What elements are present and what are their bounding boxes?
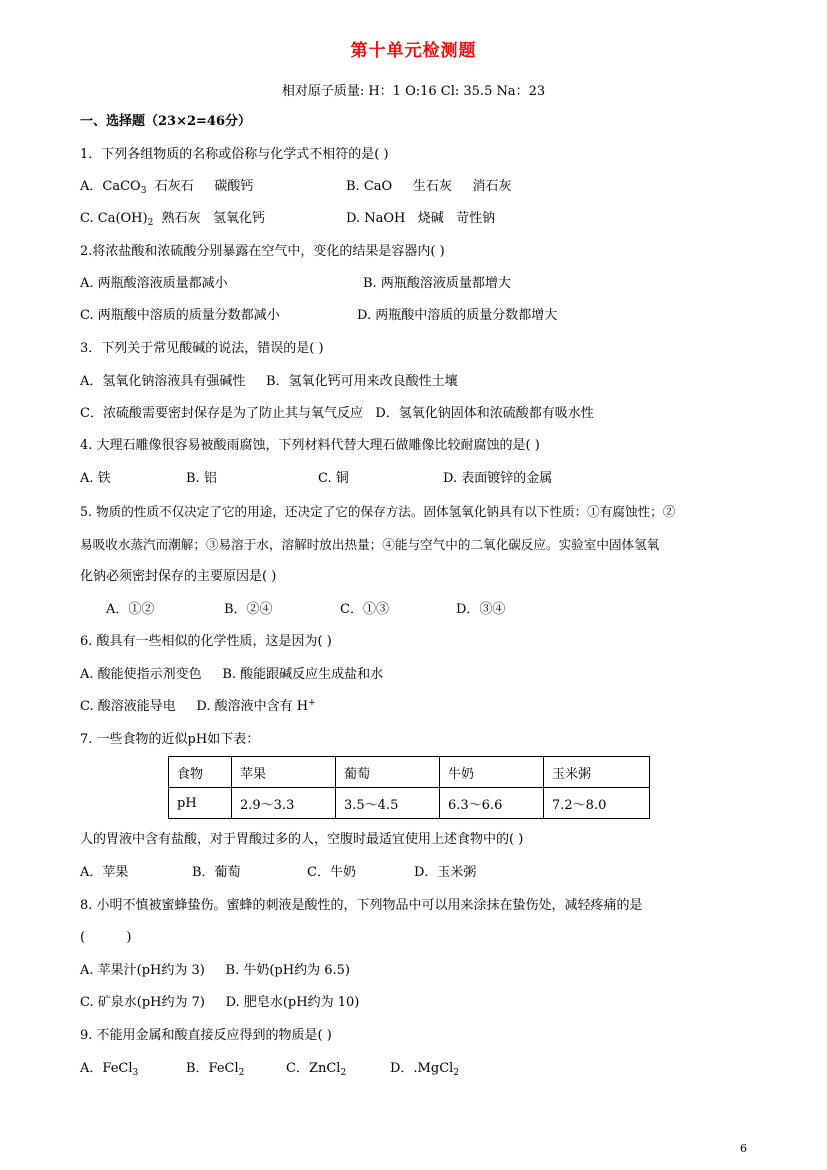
question-7-followup: 人的胃液中含有盐酸，对于胃酸过多的人，空腹时最适宜使用上述食物中的( ) — [80, 832, 524, 847]
question-4-option-a: A. 铁 — [80, 471, 111, 486]
question-5-option-a: A．①② — [106, 602, 155, 617]
ph-table — [168, 756, 650, 819]
table-cell: 7.2～8.0 — [544, 788, 650, 819]
question-6-options-cd: C. 酸溶液能导电 D. 酸溶液中含有 H+ — [80, 698, 316, 714]
table-row — [169, 757, 650, 788]
table-cell: 玉米粥 — [544, 757, 650, 788]
question-9-option-d: D．.MgCl$_2$ — [390, 1061, 460, 1078]
table-cell: 2.9～3.3 — [232, 788, 336, 819]
question-9-stem: 9. 不能用金属和酸直接反应得到的物质是( ) — [80, 1028, 332, 1043]
question-3-stem: 3．下列关于常见酸碱的说法，错误的是( ) — [80, 341, 324, 356]
table-row — [169, 788, 650, 819]
question-4-option-b: B. 铝 — [186, 471, 217, 486]
question-7-option-b: B．葡萄 — [192, 865, 241, 880]
atomic-mass-line: 相对原子质量: H：1 O:16 Cl: 35.5 Na：23 — [281, 84, 546, 99]
question-2-option-d: D. 两瓶酸中溶质的质量分数都增大 — [357, 308, 558, 323]
section-heading: 一、选择题（23×2=46分） — [80, 114, 252, 129]
question-4-option-c: C. 铜 — [318, 471, 349, 486]
question-2-option-b: B. 两瓶酸溶液质量都增大 — [363, 276, 511, 291]
table-cell: 牛奶 — [440, 757, 544, 788]
question-4-stem: 4. 大理石雕像很容易被酸雨腐蚀，下列材料代替大理石做雕像比较耐腐蚀的是( ) — [80, 438, 540, 453]
question-1-option-d: D. NaOH 烧碱 苛性钠 — [346, 211, 496, 226]
page-number: 6 — [740, 1142, 747, 1155]
table-cell: 葡萄 — [336, 757, 440, 788]
question-5-option-c: C．①③ — [340, 602, 389, 617]
question-9-option-c: C．ZnCl$_2$ — [286, 1061, 347, 1078]
table-cell: 苹果 — [232, 757, 336, 788]
question-9-option-a: A．FeCl$_3$ — [80, 1061, 139, 1078]
question-8-answer-paren: ( ) — [80, 930, 132, 945]
question-4-option-d: D. 表面镀锌的金属 — [443, 471, 553, 486]
question-7-option-d: D．玉米粥 — [414, 865, 477, 880]
question-1-option-b: B. CaO 生石灰 消石灰 — [346, 179, 512, 194]
question-5-line-3: 化钠必须密封保存的主要原因是( ) — [80, 569, 277, 584]
question-3-options-cd: C．浓硫酸需要密封保存是为了防止其与氧气反应 D．氢氧化钠固体和浓硫酸都有吸水性 — [80, 406, 594, 421]
question-7-option-c: C．牛奶 — [307, 865, 356, 880]
question-1-stem: 1．下列各组物质的名称或俗称与化学式不相符的是( ) — [80, 147, 389, 162]
question-1-option-c: C. $Ca(OH)_2$ 熟石灰 氢氧化钙 — [80, 211, 265, 228]
question-5-option-d: D．③④ — [456, 602, 506, 617]
question-2-stem: 2.将浓盐酸和浓硫酸分别暴露在空气中，变化的结果是容器内( ) — [80, 244, 445, 259]
question-2-option-a: A. 两瓶酸溶液质量都减小 — [80, 276, 228, 291]
question-8-options-ab: A. 苹果汁(pH约为 3) B. 牛奶(pH约为 6.5) — [80, 963, 350, 978]
question-8-options-cd: C. 矿泉水(pH约为 7) D. 肥皂水(pH约为 10) — [80, 995, 360, 1010]
question-2-option-c: C. 两瓶酸中溶质的质量分数都减小 — [80, 308, 280, 323]
question-5-line-2: 易吸收水蒸汽而潮解；③易溶于水，溶解时放出热量；④能与空气中的二氧化碳反应。实验室中固体氢氧 — [80, 537, 660, 552]
question-7-stem: 7. 一些食物的近似pH如下表： — [80, 732, 260, 747]
question-5-option-b: B．②④ — [224, 602, 273, 617]
table-cell: pH — [169, 788, 232, 819]
page-title: 第十单元检测题 — [350, 41, 477, 61]
question-8-stem: 8. 小明不慎被蜜蜂蛰伤。蜜蜂的刺液是酸性的，下列物品中可以用来涂抹在蛰伤处，减轻疼痛的是 — [80, 898, 643, 913]
table-cell: 食物 — [169, 757, 232, 788]
table-cell: 3.5～4.5 — [336, 788, 440, 819]
table-cell: 6.3～6.6 — [440, 788, 544, 819]
question-6-stem: 6. 酸具有一些相似的化学性质，这是因为( ) — [80, 634, 332, 649]
question-9-option-b: B．FeCl$_2$ — [186, 1061, 245, 1078]
question-3-options-ab: A．氢氧化钠溶液具有强碱性 B．氢氧化钙可用来改良酸性土壤 — [80, 374, 458, 389]
question-6-options-ab: A. 酸能使指示剂变色 B. 酸能跟碱反应生成盐和水 — [80, 667, 384, 682]
question-5-line-1: 5. 物质的性质不仅决定了它的用途，还决定了它的保存方法。固体氢氧化钠具有以下性质：①有腐蚀性；② — [80, 504, 676, 519]
question-7-option-a: A．苹果 — [80, 865, 129, 880]
question-1-option-a: A．CaCO$_3$ 石灰石 碳酸钙 — [80, 179, 254, 196]
